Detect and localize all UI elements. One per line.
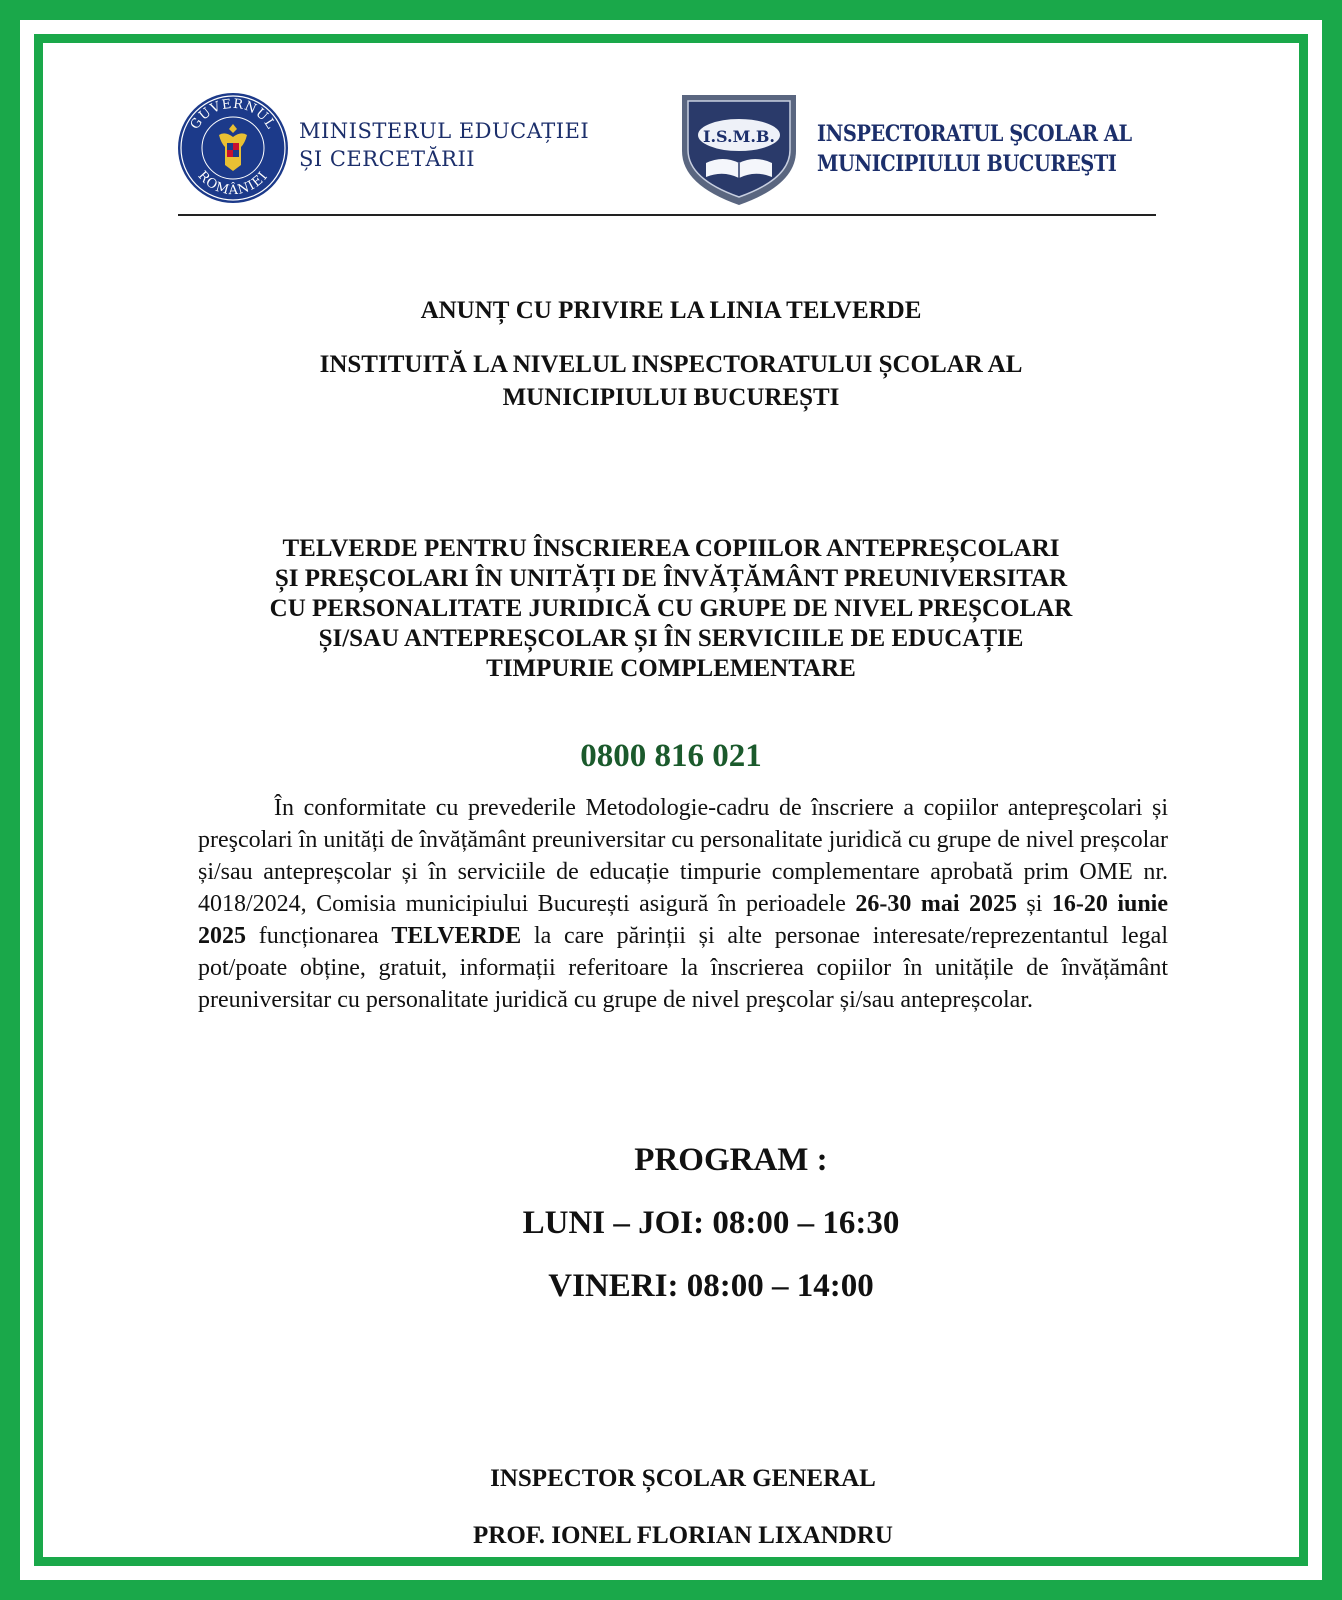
announcement-title: ANUNȚ CU PRIVIRE LA LINIA TELVERDE: [420, 297, 922, 324]
signatory-title: INSPECTOR ȘCOLAR GENERAL: [490, 1465, 876, 1492]
government-seal-logo: [176, 91, 290, 205]
subtitle-line-1: INSTITUITĂ LA NIVELUL INSPECTORATULUI ȘCOLAR AL: [319, 351, 1023, 378]
svg-text:GUVERNUL: GUVERNUL: [187, 96, 279, 133]
ismb-name: [817, 119, 1132, 179]
ministry-name: [299, 117, 589, 173]
ismb-shield-logo: [678, 93, 800, 207]
ismb-name-line-2: MUNICIPIULUI BUCUREŞTI: [817, 151, 1117, 177]
announcement-body: [198, 792, 1168, 1016]
subject-line-3: CU PERSONALITATE JURIDICĂ CU GRUPE DE NIVEL PREȘCOLAR: [269, 595, 1073, 622]
signatory-name: PROF. IONEL FLORIAN LIXANDRU: [473, 1522, 893, 1549]
subject-line-5: TIMPURIE COMPLEMENTARE: [486, 655, 856, 682]
svg-text:ROMÂNIEI: ROMÂNIEI: [194, 168, 272, 199]
subject-line-4: ȘI/SAU ANTEPREȘCOLAR ȘI ÎN SERVICIILE DE EDUCAȚIE: [318, 625, 1024, 652]
program-label: PROGRAM :: [634, 1142, 828, 1178]
body-part-4: la care părinții și alte personae interesate/reprezentantul legal pot/poate obține, gratuit, informații referitoare la înscrierea copiilor în unitățile de învățământ preuniversitar cu personalitate juridică cu grupe de nivel preşcolar și/sau antepreșcolar.: [198, 923, 1168, 1013]
header-divider: [178, 214, 1156, 216]
body-part-1: În conformitate cu prevederile Metodologie-cadru de înscriere a copiilor anteprеşcolari și preşcolari în unități de învățământ preuniversitar cu personalitate juridică cu grupe de nivel preșcolar și/sau antepreșcolar și în serviciile de educație timpurie complementare aprobată prim OME nr. 4018/2024, Comisia municipiului București asigură în perioadele: [198, 795, 1168, 917]
ministry-name-line-1: MINISTERUL EDUCAȚIEI: [299, 119, 590, 143]
subject-line-1: TELVERDE PENTRU ÎNSCRIEREA COPIILOR ANTEPREȘCOLARI: [282, 535, 1060, 562]
svg-text:I.S.M.B.: I.S.M.B.: [703, 127, 775, 146]
phone-number: 0800 816 021: [580, 738, 762, 774]
body-part-2: și: [1016, 891, 1052, 917]
period-2: 16-20 iunie 2025: [198, 891, 1169, 949]
hours-mon-thu: LUNI – JOI: 08:00 – 16:30: [522, 1205, 900, 1241]
ismb-name-line-1: INSPECTORATUL ŞCOLAR AL: [817, 121, 1132, 147]
period-1: 26-30 mai 2025: [855, 891, 1017, 917]
ministry-name-line-2: ȘI CERCETĂRII: [299, 147, 476, 171]
announcement-subtitle: [0, 348, 1342, 414]
hotline-subject: [0, 534, 1342, 684]
body-part-3: funcționarea: [246, 923, 392, 949]
subtitle-line-2: MUNICIPIULUI BUCUREȘTI: [502, 384, 840, 411]
telverde-label: TELVERDE: [391, 923, 522, 949]
subject-line-2: ȘI PREȘCOLARI ÎN UNITĂȚI DE ÎNVĂȚĂMÂNT PREUNIVERSITAR: [274, 565, 1068, 592]
hours-friday: VINERI: 08:00 – 14:00: [548, 1268, 874, 1304]
